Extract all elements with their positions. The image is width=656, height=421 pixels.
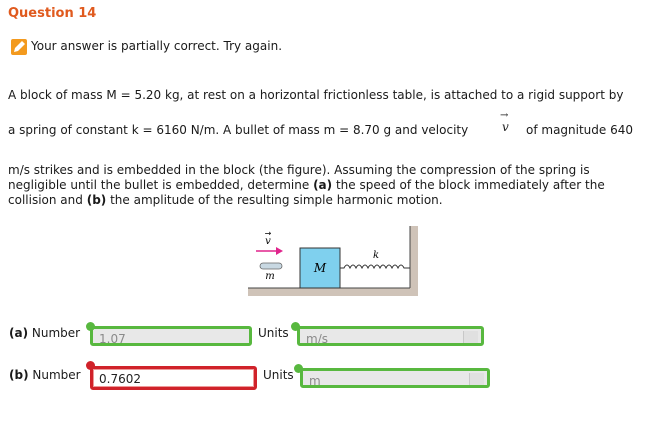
answer-b-units-value: m: [309, 374, 321, 388]
chevron-down-icon[interactable]: [469, 373, 484, 385]
answer-a-units-label: Units: [258, 326, 289, 340]
check-icon: [294, 364, 303, 373]
bullet-label: m: [265, 271, 275, 282]
answer-a-number-label: Number: [31, 326, 81, 340]
answer-b-tag: (b): [9, 368, 29, 382]
block-label: M: [313, 261, 327, 275]
part-b-text: the amplitude of the resulting simple harmonic motion.: [110, 193, 443, 207]
velocity-symbol: v: [502, 120, 509, 134]
question-title: Question 14: [8, 6, 97, 21]
problem-paragraph-2: [8, 163, 648, 208]
answer-b-number-label: Number: [32, 368, 81, 382]
check-icon: [86, 322, 95, 331]
spring-coil: [340, 265, 410, 268]
chevron-down-icon[interactable]: [463, 331, 478, 343]
answer-a-label: [9, 326, 80, 340]
part-a-tag: (a): [313, 178, 333, 192]
answer-a-number-input[interactable]: [90, 326, 252, 346]
velocity-label: v: [265, 236, 271, 247]
rigid-support: [410, 226, 418, 296]
part-b-tag: (b): [86, 193, 107, 207]
answer-b-units-select[interactable]: [300, 368, 490, 388]
table-surface: [248, 288, 418, 296]
part-a-text: the speed of the block immediately after the collision and: [8, 178, 605, 207]
x-icon: [86, 361, 95, 370]
answer-b-value: 0.7602: [99, 372, 141, 386]
velocity-vector-symbol: [500, 110, 509, 134]
answer-a-units-value: m/s: [306, 332, 328, 346]
spring-label: k: [372, 250, 380, 261]
velocity-label-arrow: →: [264, 229, 272, 238]
answer-a-units-select[interactable]: [297, 326, 484, 346]
pencil-icon: [11, 39, 27, 55]
bullet: [260, 263, 282, 269]
problem-line-1: A block of mass M = 5.20 kg, at rest on a horizontal frictionless table, is attached to a rigid support by: [8, 88, 624, 102]
arrow-icon: →: [500, 110, 509, 121]
problem-line-2-end: of magnitude 640: [526, 123, 634, 137]
velocity-arrow-head: [276, 247, 283, 255]
feedback-message: Your answer is partially correct. Try again.: [31, 39, 283, 53]
answer-b-label: [9, 368, 81, 382]
physics-figure: [248, 224, 424, 300]
problem-line-2: a spring of constant k = 6160 N/m. A bullet of mass m = 8.70 g and velocity: [8, 123, 469, 137]
answer-b-number-input[interactable]: [90, 366, 257, 390]
problem-para2-text: m/s strikes and is embedded in the block (the figure). Assuming the compression of the spring is negligible until the bullet is embedded, determine: [8, 163, 590, 192]
answer-a-value: 1.07: [99, 332, 126, 346]
check-icon: [291, 322, 300, 331]
answer-b-units-label: Units: [263, 368, 294, 382]
answer-a-tag: (a): [9, 326, 29, 340]
